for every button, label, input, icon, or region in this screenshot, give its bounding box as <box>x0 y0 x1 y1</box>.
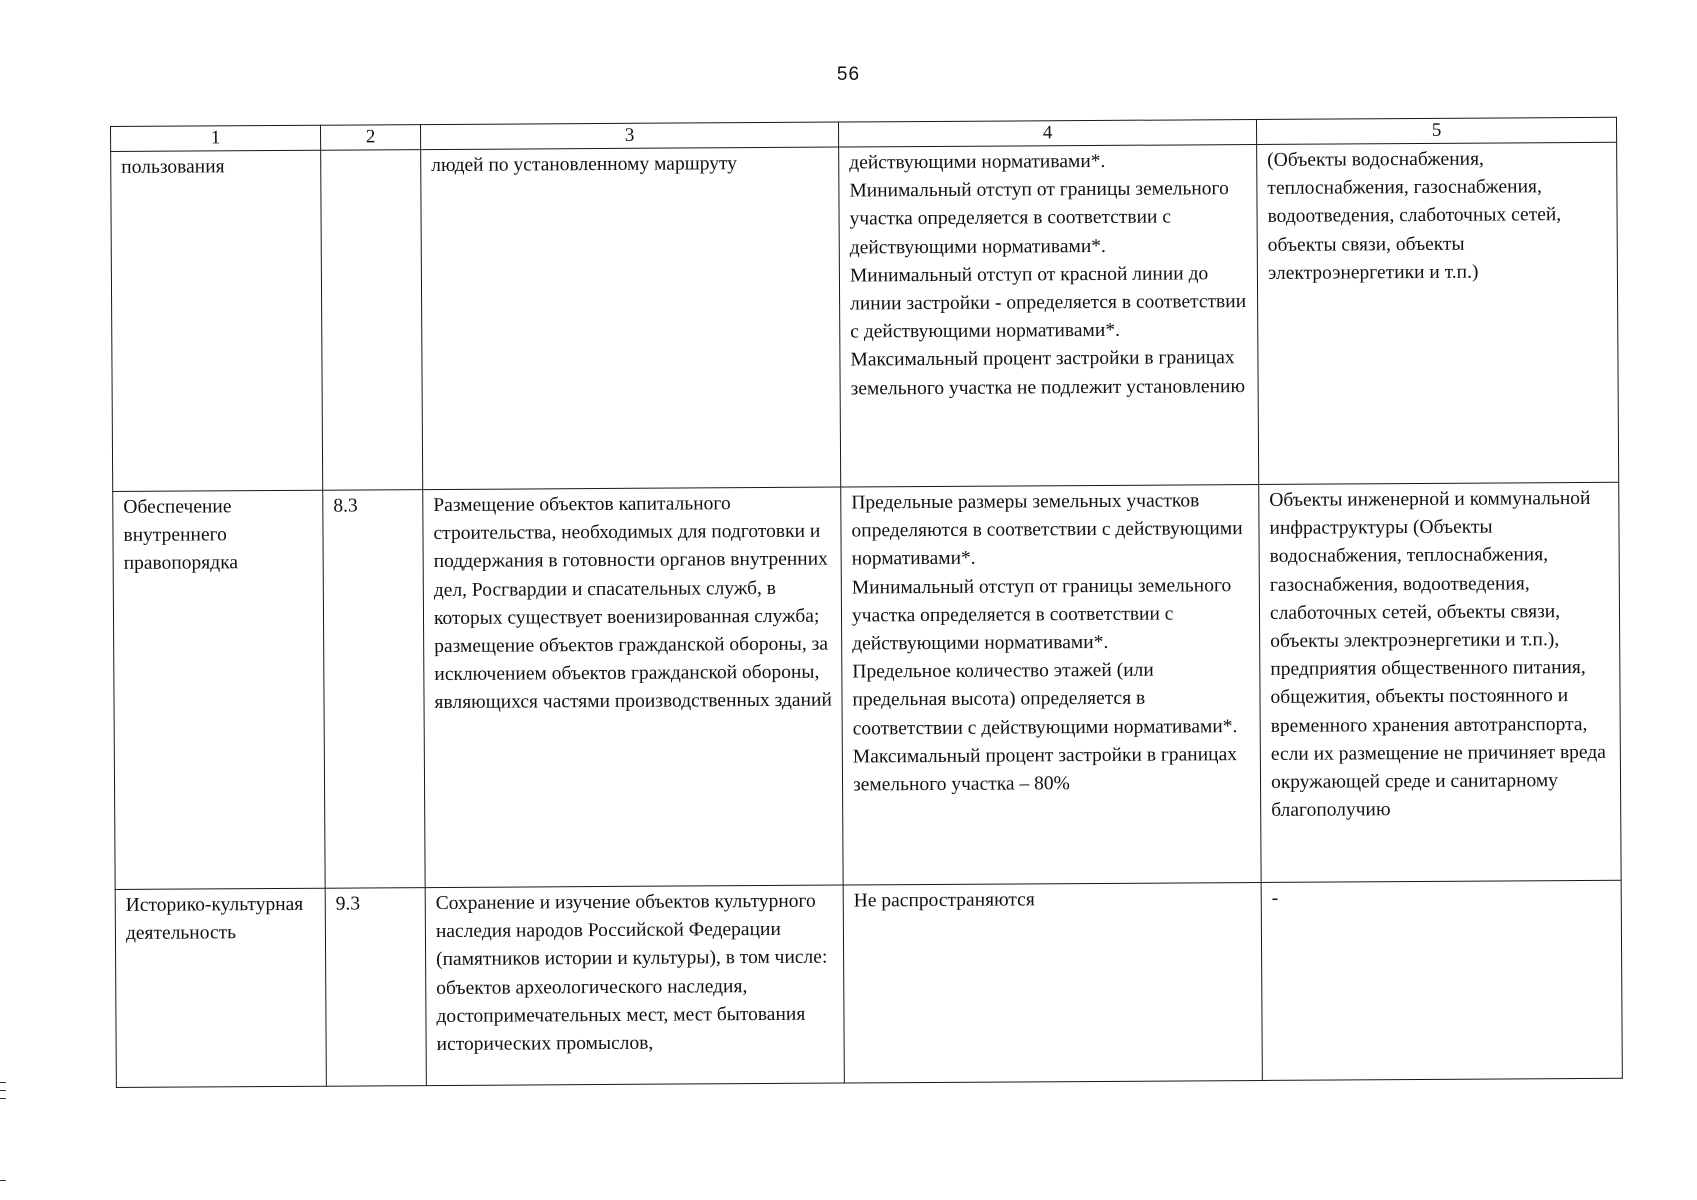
code-cell: 8.3 <box>323 490 425 889</box>
use-type-cell: пользования <box>111 150 323 491</box>
table-row <box>115 880 1622 1087</box>
parameters-cell: Не распространяются <box>843 882 1262 1083</box>
scan-edge-mark <box>0 1180 6 1181</box>
description-cell: Размещение объектов капитального строительства, необходимых для подготовки и поддержания в готовности органов внутренних дел, Росгвардии и спасательных служб, в которых существует военизированная служба; размещение объектов гражданской обороны, за исключением объектов гражданской обороны, являющихся частями производственных зданий <box>423 487 843 888</box>
scan-edge-mark <box>0 1090 6 1091</box>
use-type-cell: Историко-культурная деятельность <box>115 888 326 1087</box>
column-header: 2 <box>320 125 420 151</box>
description-cell: Сохранение и изучение объектов культурного наследия народов Российской Федерации (памятников истории и культуры), в том числе: объектов археологического наследия, достопримечательных мест, мест бытования исторических промыслов, <box>425 885 844 1086</box>
page-number: 56 <box>836 64 861 85</box>
column-header: 5 <box>1256 117 1616 144</box>
auxiliary-uses-cell: (Объекты водоснабжения, теплоснабжения, газоснабжения, водоотведения, слаботочных сетей, объекты связи, объекты электроэнергетики и т.п.) <box>1257 142 1619 484</box>
column-header: 3 <box>420 122 838 150</box>
table-row <box>111 142 1619 491</box>
auxiliary-uses-cell: Объекты инженерной и коммунальной инфраструктуры (Объекты водоснабжения, теплоснабжения, газоснабжения, водоотведения, слаботочных сетей, объекты связи, объекты электроэнергетики и т.п.), предприятия общественного питания, общежития, объекты постоянного и временного хранения автотранспорта, если их размещение не причиняет вреда окружающей среде и санитарному благополучию <box>1259 482 1621 882</box>
code-cell <box>321 150 423 491</box>
auxiliary-uses-cell: - <box>1261 880 1622 1080</box>
column-header: 1 <box>111 125 321 151</box>
use-type-cell: Обеспечение внутреннего правопорядка <box>113 490 325 889</box>
regulations-table <box>110 117 1623 1088</box>
scan-edge-mark <box>0 1082 6 1083</box>
parameters-cell: действующими нормативами*. Минимальный отступ от границы земельного участка определяется в соответствии с действующими нормативами*. Минимальный отступ от красной линии до линии застройки - определяется в соответствии с действующими нормативами*. Максимальный процент застройки в границах земельного участка не подлежит установлению <box>839 144 1259 487</box>
parameters-cell: Предельные размеры земельных участков определяются в соответствии с действующими нормативами*. Минимальный отступ от границы земельного участка определяется в соответствии с действующими нормативами*. Предельное количество этажей (или предельная высота) определяется в соответствии с действующими нормативами*. Максимальный процент застройки в границах земельного участка – 80% <box>841 484 1261 885</box>
description-cell: людей по установленному маршруту <box>421 147 841 490</box>
code-cell: 9.3 <box>325 888 426 1087</box>
scan-edge-mark <box>0 1098 6 1099</box>
table-row <box>113 482 1621 889</box>
column-header: 4 <box>838 119 1256 147</box>
